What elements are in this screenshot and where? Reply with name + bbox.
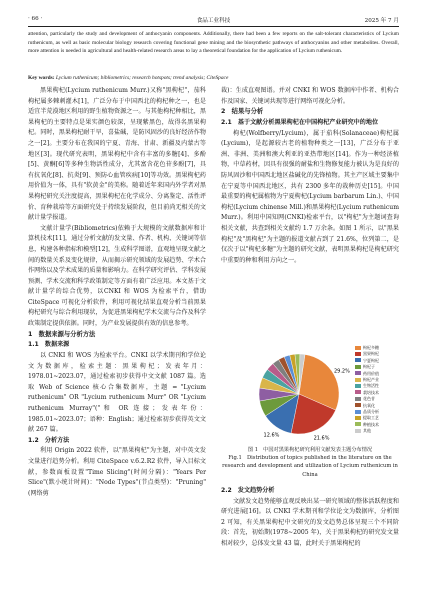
legend-swatch: [355, 429, 361, 433]
intro-paragraph-1: 黑果枸杞(Lycium ruthenicum Murr.)又称"黑枸杞"，茄科枸杞属多棘刺灌木[1]，广泛分布于中国西北的枸杞种之一，也是适宜半荒漠地区利用的野生植物资源之一。与其他枸杞种相比，黑果枸杞的主要特点是果实颜色较深，呈现紫黑色，故得名黑果枸杞。同时，黑果枸杞耐干旱，喜盐碱，是防风固沙的良好经济作物之一[2]。主要分布在我国的宁夏、青海、甘肃、新疆及内蒙古等地区[3]。现代研究表明，黑果枸杞中含有丰富的多糖[4]、多酚[5]、黄酮[6]等多种生物活性成分，尤其富含花色苷多酚[7]，具有抗氧化[8]、抗炎[9]、预防心血管疾病[10]等功效。黑果枸杞药用价值为一体，具有"软黄金"的美称。随着近年来国内外学者对黑果枸杞研究关注度提高，黑果枸杞在化学成分、分离鉴定、活性评价、育种栽培等方面研究处于持续发展阶段，但目前尚无相关的文献计量学报道。: [28, 87, 206, 222]
legend-label: 枸杞产业: [363, 377, 379, 383]
legend-swatch: [355, 397, 361, 401]
header-rule: [28, 26, 399, 27]
status-paragraph: 枸杞(Wolfberry/Lycium)，属于茄科(Solanaceae)枸杞属(Lycium)，是起源较古老的植物种类之一[13]，广泛分布于亚洲、非洲、美洲和澳大利亚的亚热带地区[14]。作为一种经济植物，中草药材，因具有很强的耐盐和生物修复能力被认为是良好的防风固沙和中国西北地区盐碱化的先锋植物。其主产区域主要集中在宁夏等中国西北地区，共有 2300 多年的栽种历史[15]。中国最重要的枸杞属植物为宁夏枸杞(Lycium barbarum Lin.)、中国枸杞(Lycium chinense Mill.)和黑果枸杞(Lycium ruthenicum Murr.)。利用中国知网(CNKI)检索平台，以"枸杞"为主题词查询相关文献，共查到相关文献约 1.7 万余条。如图 1 所示，以"黑果枸杞"及"黑枸杞"为主题的报道文献占到了 21.6%，位列第二，是仅次于以"枸杞多糖"为主题的研究文献，表明黑果枸杞是枸杞研究中重要的种和利用方向之一。: [221, 129, 399, 264]
legend-label: 品质分析: [363, 409, 379, 415]
issue-date: 2025 年 7 月: [364, 18, 399, 24]
intro-paragraph-2: 文献计量学(Bibliometrics)依赖于大规模的文献数据库和计算机技术[11]，通过分析文献的发文量、作者、机构、关键词等信息，构建各种指标和模型[12]，生成科学图谱，直观地呈现文献之间的数量关系及变化规律，从而揭示研究领域的发展趋势、学术合作网络以及学术成果的质量和影响力。在科学研究评估、学科发展预测、学术交流和科学政策制定等方面有着广泛应用。本文基于文献计量学的综合优势，以CNKI 和 WOS 为检索平台，借助 CiteSpace 可视化分析软件，利用可视化结果直观分析当前黑果枸杞研究与综合利用现状，为促进黑果枸杞学术交流与合作及科学政策制定提供依据。同时，为产业发展提供有效的信息参考。: [28, 224, 206, 328]
legend-swatch: [355, 390, 361, 394]
figure-caption-cn: 图 1 中国对黑果枸杞研究利用文献发表主题分布情况: [247, 447, 373, 453]
trend-paragraph: 文献发文趋势能够直观反映出某一研究领域的整体活跃程度和研究进展[16]。以 CNKI 学术期刊和学位论文为数据库，分析图 2 可知，有关黑果枸杞中文研究的发文趋势总体呈现三个不同阶段：首先，初始期(1978~2005 年)，关于黑果枸杞的研究发文量相对较少，总体发文量 43 篇，此时关于黑果枸杞的: [221, 497, 399, 547]
right-column: [221, 86, 399, 266]
data-source-paragraph: 以 CNKI 和 WOS 为检索平台。CNKI 以学术期刊和学位论文为数据库，检索主题：黑果枸杞；发表年月：1978.01~2023.07，通过检索初步获得中文文献 1087 篇。选取 Web of Science 核心合集数据库，主题 = "Lycium ruthenicum" OR "Lycium ruthenicum Murr" OR "Lycium ruthenicum Murray"("和 OR 连接；发表年份：1985.01~2023.07；语种：English；通过检索初步获得英文文献 267 篇。: [28, 352, 206, 434]
trend-section: [221, 486, 399, 550]
legend-label: 其他: [363, 428, 371, 434]
method-continued-paragraph: 裁)：生成直观图谱。并对 CNKI 和 WOS 数据库中作者、机构合作及国家、关键词共现等进行网络可视化分析。: [221, 87, 399, 105]
legend-swatch: [355, 410, 361, 414]
legend-swatch: [355, 422, 361, 426]
method-paragraph: 利用 Origin 2022 软件，以"黑果枸杞"为主题，对中英文发文量进行趋势分析。利用 CiteSpace v.6.2.R2 软件，导入目标文献，参数面板设置"Time Slicing"(时间分隔)："Years Per Slice"(默小统计时间)："Node Types"(节点类型)："Pruning"(网络剪: [28, 447, 206, 497]
legend-swatch: [355, 384, 361, 388]
section-2-2-heading: 2.2 发文趋势分析: [221, 487, 275, 494]
keywords-text: Lycium ruthenicum; bibliometrics; research hotspots; trend analysis; CiteSpace: [55, 75, 229, 81]
chart-legend: [355, 345, 379, 435]
keywords-label: Key words:: [28, 75, 55, 81]
legend-swatch: [355, 416, 361, 420]
figure-caption: [221, 446, 399, 479]
legend-swatch: [355, 378, 361, 382]
legend-swatch: [355, 358, 361, 362]
legend-label: 黑果枸杞: [363, 351, 379, 357]
pie-value-label: 29.2%: [333, 368, 350, 375]
left-column: [28, 86, 206, 499]
legend-label: 枸杞多糖: [363, 345, 379, 350]
english-abstract: attention, particularly the study and development of anthocyanin components. Additionally, there had been a few reports on the salt-tolerant characteristics of Lycium ruthenicum, as well as basic molecular biology research covering functional gene mining and the biosynthetic pathways of anthocyanins and other metabolites. Overall, more attention is needed in agricultural and health-related research areas to lay a theoretical foundation for the application of Lycium ruthenicum.: [28, 31, 399, 55]
section-2-heading: 2 结果与分析: [221, 108, 264, 116]
figure-caption-en: Fig.1 Distribution of topics published in the literature on the research and development and utilization of Lycium ruthenicum in China: [222, 455, 398, 478]
legend-label: 枸杞子: [363, 364, 375, 370]
section-1-heading: 1 数据来源与分析方法: [28, 330, 96, 338]
legend-label: 药用价值: [363, 370, 379, 376]
legend-label: 抗氧化: [363, 402, 375, 408]
legend-swatch: [355, 371, 361, 375]
pie-value-label: 21.6%: [313, 435, 330, 442]
section-2-1-heading: 2.1 基于文献分析黑果枸杞在中国枸杞产业研究中的地位: [221, 118, 379, 126]
legend-label: 栽培技术: [363, 389, 379, 395]
legend-label: 提取工艺: [363, 415, 379, 421]
section-1-2-heading: 1.2 分析方法: [28, 436, 70, 444]
pie-value-label: 12.6%: [263, 432, 280, 439]
legend-label: 生物活性: [363, 383, 379, 389]
legend-swatch: [355, 365, 361, 369]
page-number: · 66 ·: [28, 16, 43, 22]
legend-swatch: [355, 352, 361, 356]
section-1-1-heading: 1.1 数据来源: [28, 341, 70, 349]
journal-name: 食品工业科技: [196, 18, 231, 24]
legend-swatch: [355, 403, 361, 407]
legend-label: 宁夏枸杞: [363, 357, 379, 363]
keywords: [28, 74, 399, 82]
legend-label: 花色苷: [363, 396, 375, 402]
legend-swatch: [355, 346, 361, 350]
legend-entry: [355, 428, 379, 434]
page-header: [28, 16, 399, 25]
legend-label: 种植技术: [363, 421, 379, 427]
